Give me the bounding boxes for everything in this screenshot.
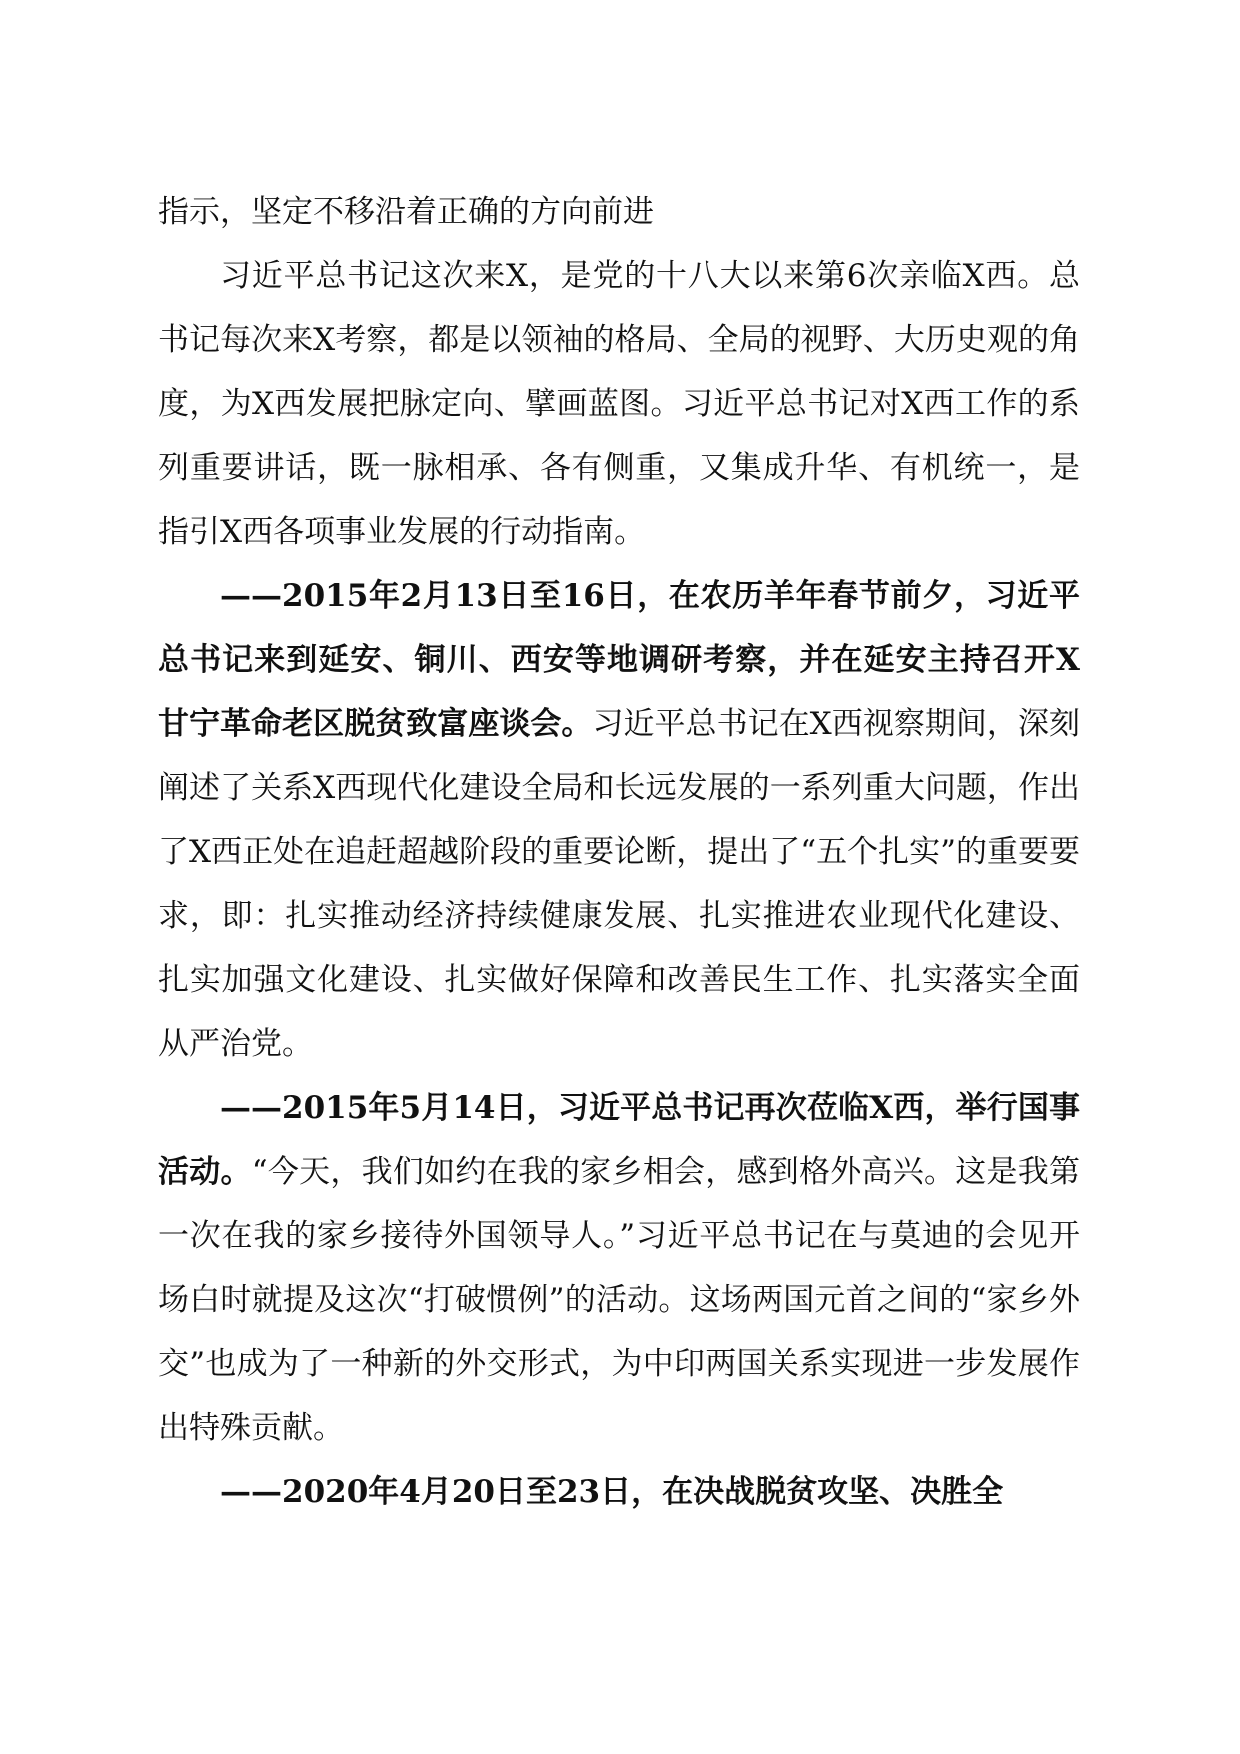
paragraph-text: “今天，我们如约在我的家乡相会，感到格外高兴。这是我第一次在我的家乡接待外国领导人。”习近平总书记在与莫迪的会见开场白时就提及这次“打破惯例”的活动。这场两国元首之间的“家乡外交”也成为了一种新的外交形式，为中印两国关系实现进一步发展作出特殊贡献。 — [158, 1154, 1080, 1446]
paragraph-intro — [158, 244, 1080, 564]
document-page — [158, 180, 1080, 1524]
paragraph-text: 习近平总书记在X西视察期间，深刻阐述了关系X西现代化建设全局和长远发展的一系列重大问题，作出了X西正处在追赶超越阶段的重要论断，提出了“五个扎实”的重要要求，即：扎实推动经济持续健康发展、扎实推进农业现代化建设、扎实加强文化建设、扎实做好保障和改善民生工作、扎实落实全面从严治党。 — [158, 706, 1080, 1062]
section-heading: 指示，坚定不移沿着正确的方向前进 — [158, 194, 654, 230]
paragraph-lead: ——2020年4月20日至23日，在决战脱贫攻坚、决胜全 — [220, 1474, 1004, 1510]
paragraph-2015-feb — [158, 564, 1080, 1076]
paragraph-lead: ——2015年5月14日，习近平总书记再次莅临X西，举行国事活动。 — [158, 1090, 1080, 1190]
paragraph-2020-apr — [158, 1460, 1080, 1524]
paragraph-2015-may — [158, 1076, 1080, 1460]
paragraph-lead: ——2015年2月13日至16日，在农历羊年春节前夕，习近平总书记来到延安、铜川、西安等地调研考察，并在延安主持召开X甘宁革命老区脱贫致富座谈会。 — [158, 578, 1080, 742]
paragraph-text: 习近平总书记这次来X，是党的十八大以来第6次亲临X西。总书记每次来X考察，都是以领袖的格局、全局的视野、大历史观的角度，为X西发展把脉定向、擘画蓝图。习近平总书记对X西工作的系列重要讲话，既一脉相承、各有侧重，又集成升华、有机统一，是指引X西各项事业发展的行动指南。 — [158, 258, 1080, 550]
